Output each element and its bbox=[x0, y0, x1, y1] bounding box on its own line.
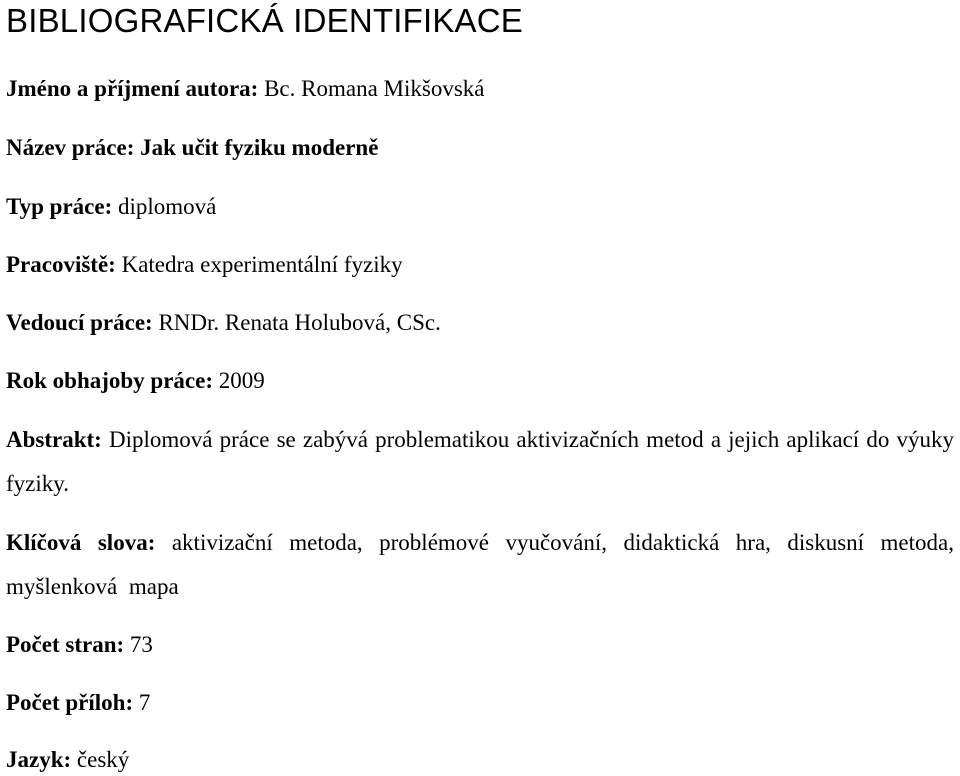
attachments-label: Počet příloh: bbox=[6, 690, 134, 715]
author-label: Jméno a příjmení autora: bbox=[6, 76, 259, 101]
supervisor-field bbox=[6, 310, 441, 336]
keywords-field bbox=[6, 521, 954, 609]
abstract-value: Diplomová práce se zabývá problematikou aktivizačních metod a jejich aplikací do výuky fyziky. bbox=[6, 427, 954, 496]
defense-year-label: Rok obhajoby práce: bbox=[6, 368, 214, 393]
keywords-value: aktivizační metoda, problémové vyučování, didaktická hra, diskusní metoda, myšlenková mapa bbox=[6, 530, 954, 599]
title-field bbox=[6, 135, 378, 161]
defense-year-field bbox=[6, 368, 265, 394]
language-field bbox=[6, 747, 129, 773]
type-field bbox=[6, 194, 216, 220]
abstract-label: Abstrakt: bbox=[6, 427, 102, 452]
attachments-value: 7 bbox=[138, 690, 151, 715]
supervisor-value: RNDr. Renata Holubová, CSc. bbox=[158, 310, 441, 335]
pages-field bbox=[6, 632, 153, 658]
workplace-field bbox=[6, 252, 403, 278]
supervisor-label: Vedoucí práce: bbox=[6, 310, 153, 335]
type-label: Typ práce: bbox=[6, 194, 113, 219]
page-title: BIBLIOGRAFICKÁ IDENTIFIKACE bbox=[6, 2, 523, 39]
type-value: diplomová bbox=[118, 194, 217, 219]
workplace-label: Pracoviště: bbox=[6, 252, 116, 277]
pages-value: 73 bbox=[129, 632, 153, 657]
abstract-field bbox=[6, 418, 954, 506]
title-label: Název práce: bbox=[6, 135, 135, 160]
defense-year-value: 2009 bbox=[218, 368, 265, 393]
workplace-value: Katedra experimentální fyziky bbox=[121, 252, 403, 277]
author-field bbox=[6, 76, 484, 102]
attachments-field bbox=[6, 690, 150, 716]
author-value: Bc. Romana Mikšovská bbox=[264, 76, 485, 101]
title-value: Jak učit fyziku moderně bbox=[140, 135, 379, 160]
pages-label: Počet stran: bbox=[6, 632, 125, 657]
keywords-label: Klíčová slova: bbox=[6, 530, 156, 555]
language-value: český bbox=[76, 747, 130, 772]
language-label: Jazyk: bbox=[6, 747, 72, 772]
